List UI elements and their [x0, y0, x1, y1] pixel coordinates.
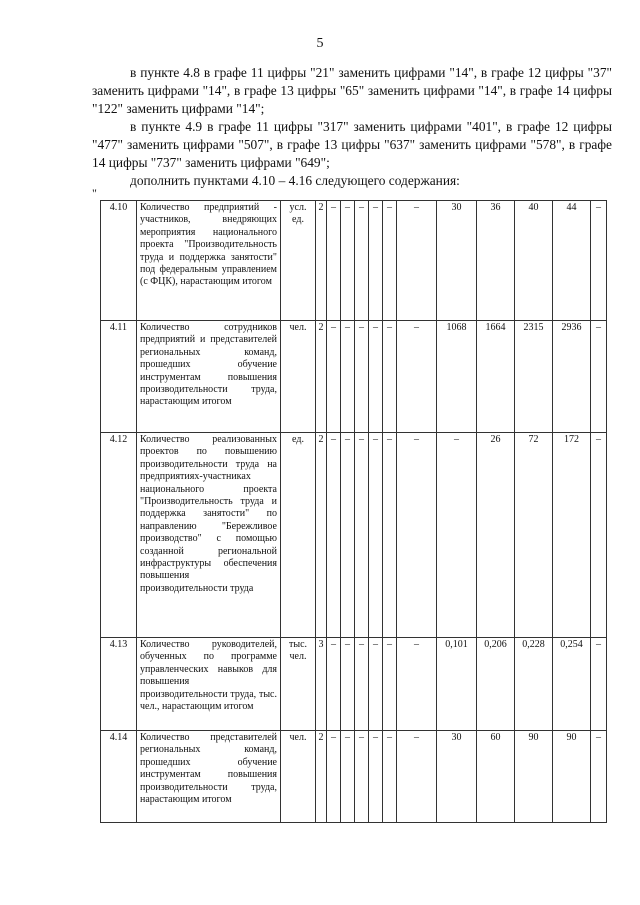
column-3: 3	[316, 638, 327, 731]
row-number: 4.14	[101, 731, 137, 823]
column-15: –	[591, 201, 607, 321]
column-15: –	[591, 731, 607, 823]
value-column-13: 0,254	[553, 638, 591, 731]
row-number: 4.11	[101, 321, 137, 433]
opening-quote: "	[92, 186, 97, 200]
table-row	[101, 201, 607, 321]
table-row	[101, 638, 607, 731]
column-5: –	[341, 201, 355, 321]
column-9: –	[397, 731, 437, 823]
indicator-name: Количество сотрудников предприятий и представителей региональных команд, прошедших обучение инструментам повышения производительности труда, нарастающим итогом	[137, 321, 281, 433]
column-8: –	[383, 201, 397, 321]
column-4: –	[327, 731, 341, 823]
body-text	[92, 64, 612, 190]
column-7: –	[369, 638, 383, 731]
column-15: –	[591, 433, 607, 638]
paragraph-4-9: в пункте 4.9 в графе 11 цифры "317" заменить цифрами "401", в графе 12 цифры "477" заменить цифрами "507", в графе 13 цифры "637" заменить цифрами "578", в графе 14 цифры "737" заменить цифрами "649";	[92, 119, 612, 170]
column-6: –	[355, 321, 369, 433]
value-column-11: 26	[477, 433, 515, 638]
column-15: –	[591, 638, 607, 731]
column-9: –	[397, 433, 437, 638]
indicator-name: Количество предприятий - участников, внедряющих мероприятия национального проекта "Производительность труда и поддержка занятости" под федеральным управлением (с ФЦК), нарастающим итогом	[137, 201, 281, 321]
table-row	[101, 433, 607, 638]
column-4: –	[327, 433, 341, 638]
column-7: –	[369, 433, 383, 638]
unit: чел.	[281, 321, 316, 433]
column-3: 2	[316, 433, 327, 638]
value-column-11: 60	[477, 731, 515, 823]
indicator-name: Количество представителей региональных команд, прошедших обучение инструментам повышения производительности труда, нарастающим итогом	[137, 731, 281, 823]
column-5: –	[341, 638, 355, 731]
table-row	[101, 321, 607, 433]
unit: тыс. чел.	[281, 638, 316, 731]
unit: усл. ед.	[281, 201, 316, 321]
column-4: –	[327, 201, 341, 321]
value-column-13: 2936	[553, 321, 591, 433]
value-column-11: 1664	[477, 321, 515, 433]
column-9: –	[397, 321, 437, 433]
row-number: 4.13	[101, 638, 137, 731]
column-6: –	[355, 638, 369, 731]
value-column-10: –	[437, 433, 477, 638]
column-9: –	[397, 201, 437, 321]
indicator-name: Количество реализованных проектов по повышению производительности труда на предприятиях-участниках национального проекта "Производительность труда и поддержка занятости" по направлению "Бережливое производство" с помощью созданной региональной инфраструктуры обеспечения повышения производительности труда	[137, 433, 281, 638]
column-15: –	[591, 321, 607, 433]
value-column-10: 30	[437, 201, 477, 321]
column-7: –	[369, 321, 383, 433]
column-7: –	[369, 731, 383, 823]
indicator-name: Количество руководителей, обученных по программе управленческих навыков для повышения производительности труда, тыс. чел., нарастающим итогом	[137, 638, 281, 731]
column-5: –	[341, 321, 355, 433]
column-6: –	[355, 201, 369, 321]
paragraph-4-8: в пункте 4.8 в графе 11 цифры "21" заменить цифрами "14", в графе 12 цифры "37" заменить цифрами "14", в графе 13 цифры "65" заменить цифрами "14", в графе 14 цифры "122" заменить цифрами "14";	[92, 65, 612, 116]
value-column-10: 0,101	[437, 638, 477, 731]
value-column-11: 0,206	[477, 638, 515, 731]
column-6: –	[355, 731, 369, 823]
value-column-10: 1068	[437, 321, 477, 433]
value-column-11: 36	[477, 201, 515, 321]
column-8: –	[383, 321, 397, 433]
column-8: –	[383, 638, 397, 731]
value-column-12: 90	[515, 731, 553, 823]
indicators-table	[100, 200, 607, 823]
column-3: 2	[316, 321, 327, 433]
column-4: –	[327, 638, 341, 731]
column-8: –	[383, 433, 397, 638]
table-row	[101, 731, 607, 823]
column-6: –	[355, 433, 369, 638]
value-column-12: 2315	[515, 321, 553, 433]
page-number: 5	[316, 36, 324, 51]
value-column-12: 0,228	[515, 638, 553, 731]
value-column-12: 40	[515, 201, 553, 321]
column-8: –	[383, 731, 397, 823]
column-4: –	[327, 321, 341, 433]
unit: чел.	[281, 731, 316, 823]
row-number: 4.12	[101, 433, 137, 638]
unit: ед.	[281, 433, 316, 638]
column-5: –	[341, 731, 355, 823]
value-column-13: 90	[553, 731, 591, 823]
value-column-12: 72	[515, 433, 553, 638]
value-column-10: 30	[437, 731, 477, 823]
value-column-13: 44	[553, 201, 591, 321]
column-9: –	[397, 638, 437, 731]
row-number: 4.10	[101, 201, 137, 321]
value-column-13: 172	[553, 433, 591, 638]
column-3: 2	[316, 731, 327, 823]
paragraph-append: дополнить пунктами 4.10 – 4.16 следующего содержания:	[130, 173, 460, 188]
column-7: –	[369, 201, 383, 321]
column-3: 2	[316, 201, 327, 321]
column-5: –	[341, 433, 355, 638]
